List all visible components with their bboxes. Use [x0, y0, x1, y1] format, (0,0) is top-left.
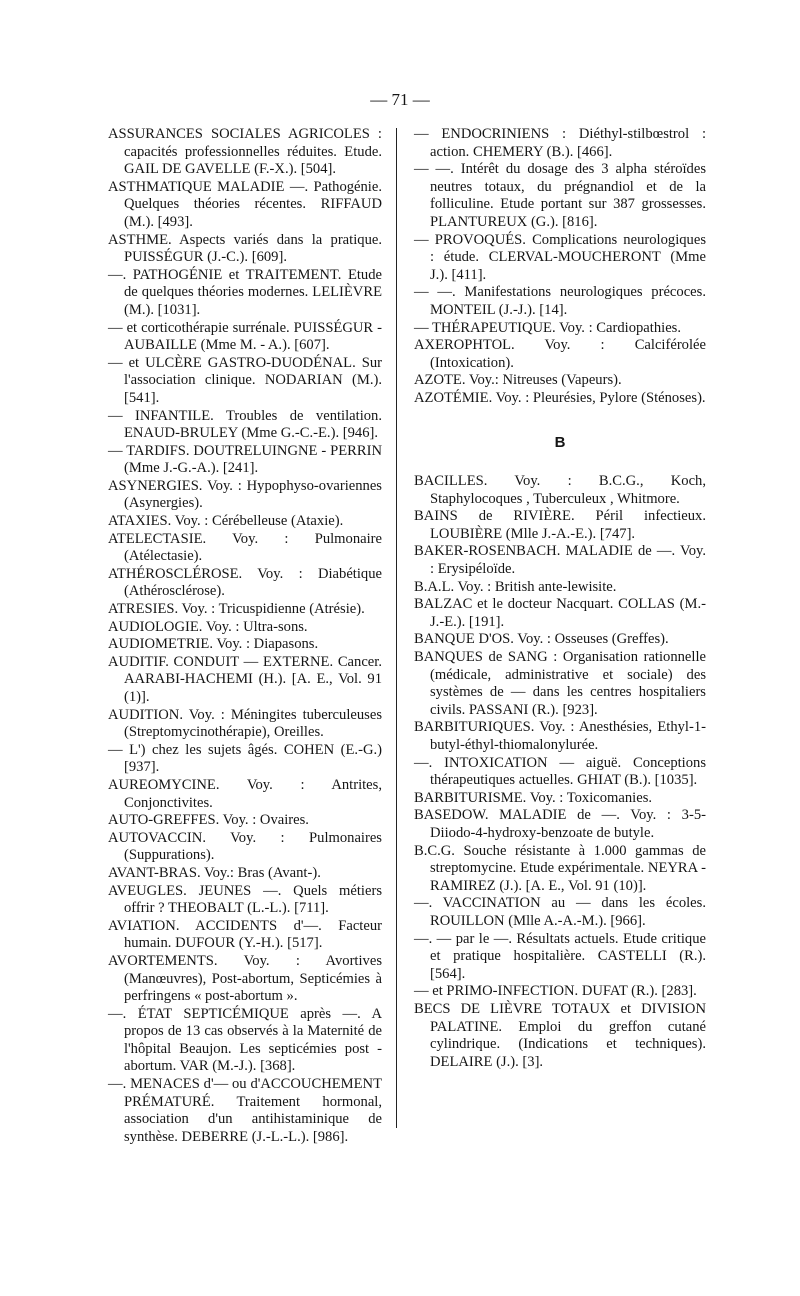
- index-entry: ASYNERGIES. Voy. : Hypophyso-ovariennes (Asynergies).: [108, 477, 382, 512]
- page-number: — 71 —: [370, 90, 430, 109]
- index-entry: — PROVOQUÉS. Complications neurologiques : étude. CLERVAL-MOUCHERONT (Mme J.). [411].: [414, 231, 706, 283]
- index-entry: — et ULCÈRE GASTRO-DUODÉNAL. Sur l'association clinique. NODARIAN (M.). [541].: [108, 354, 382, 406]
- index-entry: — L') chez les sujets âgés. COHEN (E.-G.) [937].: [108, 741, 382, 776]
- index-entry: — et corticothérapie surrénale. PUISSÉGUR - AUBAILLE (Mme M. - A.). [607].: [108, 319, 382, 354]
- column-divider: [396, 128, 397, 1128]
- index-entry: AZOTÉMIE. Voy. : Pleurésies, Pylore (Sténoses).: [414, 389, 706, 406]
- index-entry: AUDITIF. CONDUIT — EXTERNE. Cancer. AARABI-HACHEMI (H.). [A. E., Vol. 91 (1)].: [108, 653, 382, 705]
- index-entry: BAINS de RIVIÈRE. Péril infectieux. LOUBIÈRE (Mlle J.-A.-E.). [747].: [414, 508, 706, 542]
- index-entry: AUTOVACCIN. Voy. : Pulmonaires (Suppurations).: [108, 829, 382, 864]
- right-column: [414, 126, 706, 1071]
- index-entry: AUREOMYCINE. Voy. : Antrites, Conjonctivites.: [108, 776, 382, 811]
- index-entry: AUDIOLOGIE. Voy. : Ultra-sons.: [108, 618, 308, 635]
- index-entry: AVEUGLES. JEUNES —. Quels métiers offrir ? THEOBALT (L.-L.). [711].: [108, 882, 382, 917]
- index-entry: B.A.L. Voy. : British ante-lewisite.: [414, 578, 617, 595]
- index-entry: —. ÉTAT SEPTICÉMIQUE après —. A propos de 13 cas observés à la Maternité de l'hôpital Beaujon. Les septicémies post - abortum. VAR (M.-J.). [368].: [108, 1005, 382, 1075]
- index-entry: — —. Intérêt du dosage des 3 alpha stéroïdes neutres totaux, du prégnandiol et de la folliculine. Etude portant sur 387 grossesses. PLANTUREUX (G.). [816].: [414, 161, 706, 230]
- index-entry: AUDIOMETRIE. Voy. : Diapasons.: [108, 636, 319, 653]
- index-entry: —. PATHOGÉNIE et TRAITEMENT. Etude de quelques théories modernes. LELIÈVRE (M.). [1031].: [108, 266, 382, 318]
- index-entry: —. MENACES d'— ou d'ACCOUCHEMENT PRÉMATURÉ. Traitement hormonal, association d'un antihistaminique de synthèse. DEBERRE (J.-L.-L.). [986].: [108, 1076, 382, 1145]
- index-entry: — ENDOCRINIENS : Diéthyl-stilbœstrol : action. CHEMERY (B.). [466].: [414, 126, 706, 160]
- index-entry: —. INTOXICATION — aiguë. Conceptions thérapeutiques actuelles. GHIAT (B.). [1035].: [414, 754, 706, 789]
- index-entry: BECS DE LIÈVRE TOTAUX et DIVISION PALATINE. Emploi du greffon cutané cylindrique. (Indications et techniques). DELAIRE (J.). [3].: [414, 1000, 706, 1070]
- index-entry: — —. Manifestations neurologiques précoces. MONTEIL (J.-J.). [14].: [414, 284, 706, 318]
- index-entry: AXEROPHTOL. Voy. : Calciférolée (Intoxication).: [414, 337, 706, 371]
- index-entry: BARBITURISME. Voy. : Toxicomanies.: [414, 789, 653, 806]
- index-entry: AUTO-GREFFES. Voy. : Ovaires.: [108, 812, 309, 829]
- index-entry: — INFANTILE. Troubles de ventilation. ENAUD-BRULEY (Mme G.-C.-E.). [946].: [108, 407, 382, 442]
- index-entry: BARBITURIQUES. Voy. : Anesthésies, Ethyl-1-butyl-éthyl-thiomalonylurée.: [414, 719, 706, 753]
- index-entry: ASSURANCES SOCIALES AGRICOLES : capacités professionnelles réduites. Etude. GAIL DE GAVELLE (F.-X.). [504].: [108, 126, 382, 178]
- index-entry: ASTHMATIQUE MALADIE —. Pathogénie. Quelques théories récentes. RIFFAUD (M.). [493].: [108, 178, 382, 230]
- index-entry: —. — par le —. Résultats actuels. Etude critique et pratique hospitalière. CASTELLI (R.). [564].: [414, 930, 706, 982]
- index-entry: ATHÉROSCLÉROSE. Voy. : Diabétique (Athérosclérose).: [108, 565, 382, 600]
- index-entry: BASEDOW. MALADIE de —. Voy. : 3-5-Diiodo-4-hydroxy-benzoate de butyle.: [414, 807, 706, 841]
- index-entry: ATRESIES. Voy. : Tricuspidienne (Atrésie).: [108, 601, 365, 618]
- index-entry: ATAXIES. Voy. : Cérébelleuse (Ataxie).: [108, 513, 344, 530]
- index-entry: B.C.G. Souche résistante à 1.000 gammas de streptomycine. Etude expérimentale. NEYRA - RAMIREZ (J.). [A. E., Vol. 91 (10)].: [414, 842, 706, 894]
- index-entry: AVIATION. ACCIDENTS d'—. Facteur humain. DUFOUR (Y.-H.). [517].: [108, 917, 382, 952]
- index-entry: AUDITION. Voy. : Méningites tuberculeuses (Streptomycinothérapie), Oreilles.: [108, 706, 382, 741]
- index-entry: — THÉRAPEUTIQUE. Voy. : Cardiopathies.: [414, 319, 681, 336]
- index-entry: — TARDIFS. DOUTRELUINGNE - PERRIN (Mme J.-G.-A.). [241].: [108, 442, 382, 477]
- index-entry: AVORTEMENTS. Voy. : Avortives (Manœuvres), Post-abortum, Septicémies à perfringens « post-abortum ».: [108, 952, 382, 1005]
- left-column: [108, 126, 382, 1146]
- index-entry: BANQUE D'OS. Voy. : Osseuses (Greffes).: [414, 631, 669, 648]
- section-letter-heading: B: [554, 433, 566, 451]
- index-entry: BAKER-ROSENBACH. MALADIE de —. Voy. : Erysipéloïde.: [414, 543, 706, 578]
- index-entry: — et PRIMO-INFECTION. DUFAT (R.). [283].: [414, 983, 697, 1000]
- index-entry: ATELECTASIE. Voy. : Pulmonaire (Atélectasie).: [108, 530, 382, 565]
- index-entry: BANQUES de SANG : Organisation rationnelle (médicale, administrative et sociale) des systèmes de — dans les centres hospitaliers civils. PASSANI (R.). [923].: [414, 649, 706, 718]
- index-entry: BALZAC et le docteur Nacquart. COLLAS (M.-J.-E.). [191].: [414, 596, 706, 630]
- index-entry: —. VACCINATION au — dans les écoles. ROUILLON (Mlle A.-A.-M.). [966].: [414, 895, 706, 929]
- index-entry: ASTHME. Aspects variés dans la pratique. PUISSÉGUR (J.-C.). [609].: [108, 231, 382, 266]
- index-entry: AZOTE. Voy.: Nitreuses (Vapeurs).: [414, 372, 622, 389]
- index-entry: AVANT-BRAS. Voy.: Bras (Avant-).: [108, 864, 321, 881]
- index-entry: BACILLES. Voy. : B.C.G., Koch, Staphylocoques , Tuberculeux , Whitmore.: [414, 473, 706, 507]
